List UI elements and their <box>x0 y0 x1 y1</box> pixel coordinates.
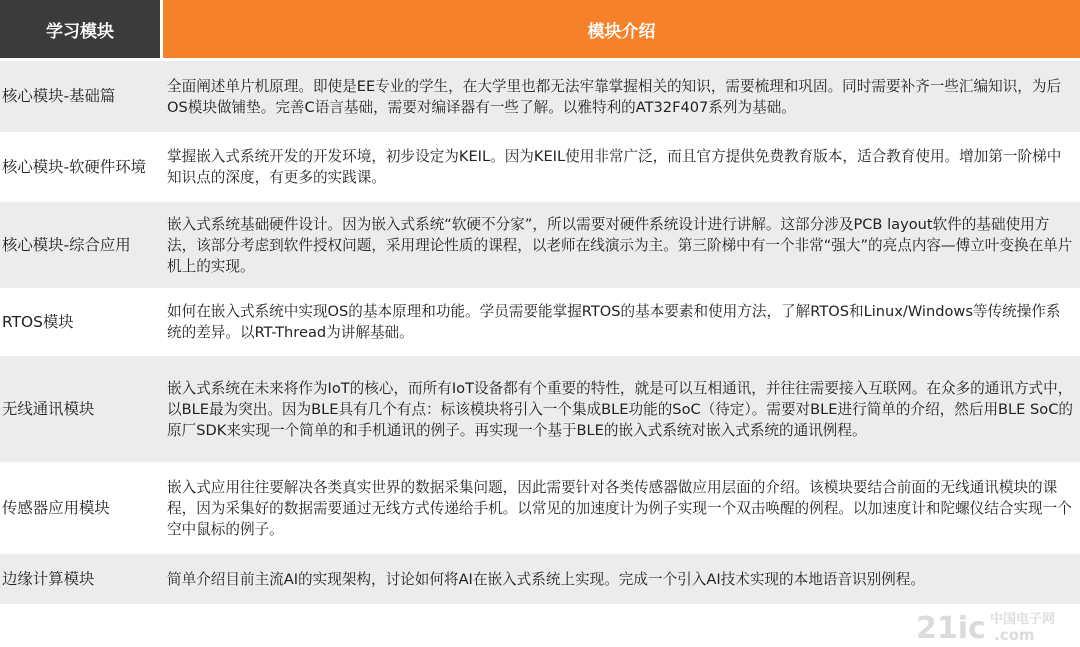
module-description: 嵌入式系统在未来将作为IoT的核心，而所有IoT设备都有个重要的特性，就是可以互相通讯，并往往需要接入互联网。在众多的通讯方式中，以BLE最为突出。因为BLE具有几个有点：标该模块将引入一个集成BLE功能的SoC（待定）。需要对BLE进行简单的介绍，然后用BLE SoC的原厂SDK来实现一个简单的和手机通讯的例子。再实现一个基于BLE的嵌入式系统对嵌入式系统的通讯例程。 <box>163 353 1080 462</box>
module-description: 全面阐述单片机原理。即使是EE专业的学生，在大学里也都无法牢靠掌握相关的知识，需要梳理和巩固。同时需要补齐一些汇编知识，为后OS模块做铺垫。完善C语言基础，需要对编译器有一些了解。以雅特利的AT32F407系列为基础。 <box>163 58 1080 132</box>
module-description: 掌握嵌入式系统开发的开发环境，初步设定为KEIL。因为KEIL使用非常广泛，而且官方提供免费教育版本，适合教育使用。增加第一阶梯中知识点的深度，有更多的实践课。 <box>163 132 1080 199</box>
table-row <box>0 288 1080 353</box>
module-description: 简单介绍目前主流AI的实现架构，讨论如何将AI在嵌入式系统上实现。完成一个引入AI技术实现的本地语音识别例程。 <box>163 551 1080 604</box>
table-row <box>0 551 1080 604</box>
watermark-logo-text: 21ic <box>916 611 986 643</box>
module-description: 如何在嵌入式系统中实现OS的基本原理和功能。学员需要能掌握RTOS的基本要素和使用方法，了解RTOS和Linux/Windows等传统操作系统的差异。以RT-Thread为讲解基础。 <box>163 288 1080 353</box>
module-description: 嵌入式系统基础硬件设计。因为嵌入式系统“软硬不分家”，所以需要对硬件系统设计进行讲解。这部分涉及PCB layout软件的基础使用方法，该部分考虑到软件授权问题，采用理论性质的课程，以老师在线演示为主。第三阶梯中有一个非常“强大”的亮点内容—傅立叶变换在单片机上的实现。 <box>163 199 1080 288</box>
module-name: 核心模块-软硬件环境 <box>0 132 163 199</box>
watermark-cn-text: 中国电子网 <box>990 612 1056 627</box>
table-row <box>0 132 1080 199</box>
module-name: 无线通讯模块 <box>0 353 163 462</box>
21ic-watermark-logo <box>914 609 1074 643</box>
table-row <box>0 353 1080 462</box>
module-name: 核心模块-基础篇 <box>0 58 163 132</box>
header-description: 模块介绍 <box>163 0 1080 58</box>
table-row <box>0 58 1080 132</box>
watermark-domain-text: .com <box>994 626 1035 643</box>
module-name: 边缘计算模块 <box>0 551 163 604</box>
table-row <box>0 199 1080 288</box>
header-module: 学习模块 <box>0 0 163 58</box>
module-name: 核心模块-综合应用 <box>0 199 163 288</box>
table-row <box>0 462 1080 551</box>
module-name: 传感器应用模块 <box>0 462 163 551</box>
module-description: 嵌入式应用往往要解决各类真实世界的数据采集问题，因此需要针对各类传感器做应用层面的介绍。该模块要结合前面的无线通讯模块的课程，因为采集好的数据需要通过无线方式传递给手机。以常见的加速度计为例子实现一个双击唤醒的例程。以加速度计和陀螺仪结合实现一个空中鼠标的例子。 <box>163 462 1080 551</box>
table-header-row <box>0 0 1080 58</box>
module-name: RTOS模块 <box>0 288 163 353</box>
